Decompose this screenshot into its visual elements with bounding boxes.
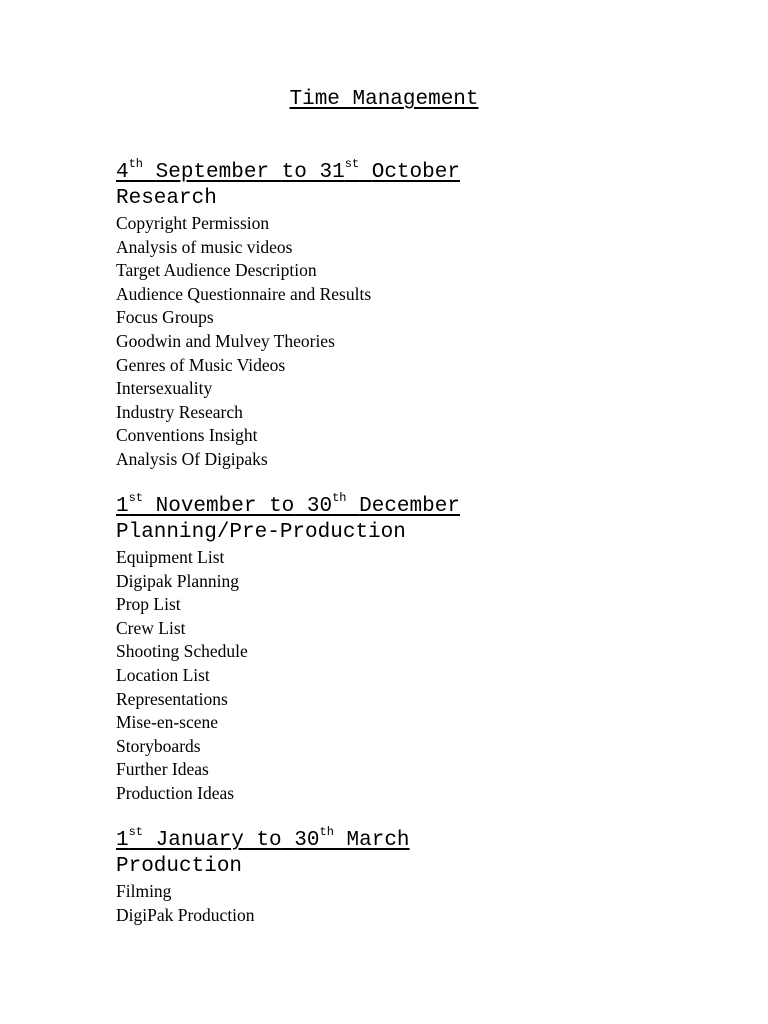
list-item: Crew List: [116, 617, 186, 638]
list-item: Audience Questionnaire and Results: [116, 283, 372, 304]
section-heading: Planning/Pre-Production: [116, 521, 406, 544]
page-title: [0, 86, 768, 114]
date-to-day: 30: [306, 495, 333, 518]
section-date-range: [116, 825, 736, 854]
list-item: Focus Groups: [116, 307, 214, 328]
date-from-day: 1: [116, 495, 129, 518]
list-item: Analysis of music videos: [116, 236, 293, 257]
list-item: Shooting Schedule: [116, 641, 248, 662]
section-date-range: [116, 491, 736, 520]
date-to-day: 31: [319, 161, 345, 184]
list-item: Storyboards: [116, 735, 201, 756]
date-from-day: 4: [116, 161, 129, 184]
date-from-suffix: st: [128, 825, 144, 839]
date-to-month: March: [346, 829, 410, 852]
date-to-suffix: th: [332, 491, 347, 505]
task-list: [116, 546, 736, 806]
section-heading: Production: [116, 855, 243, 878]
list-item: Conventions Insight: [116, 425, 258, 446]
list-item: Filming: [116, 881, 172, 901]
list-item: Representations: [116, 688, 228, 709]
list-item: Copyright Permission: [116, 213, 270, 233]
list-item: Industry Research: [116, 401, 243, 422]
list-item: Intersexuality: [116, 378, 213, 399]
date-from-day: 1: [116, 829, 129, 852]
task-list: [116, 880, 736, 927]
list-item: Further Ideas: [116, 759, 209, 780]
section-research: [116, 157, 736, 472]
section-planning: [116, 491, 736, 806]
date-joiner: to: [269, 495, 295, 518]
section-heading: Research: [116, 187, 217, 210]
list-item: DigiPak Production: [116, 904, 255, 925]
list-item: Analysis Of Digipaks: [116, 448, 268, 469]
date-to-month: December: [359, 495, 460, 518]
list-item: Production Ideas: [116, 782, 235, 803]
page-title-text: Time Management: [289, 88, 479, 111]
date-to-suffix: st: [344, 157, 360, 171]
date-from-month: November: [155, 495, 257, 518]
date-from-suffix: st: [128, 491, 144, 505]
section-production: [116, 825, 736, 927]
task-list: [116, 212, 736, 472]
list-item: Target Audience Description: [116, 260, 317, 281]
list-item: Mise-en-scene: [116, 712, 219, 733]
list-item: Prop List: [116, 594, 181, 615]
list-item: Location List: [116, 664, 210, 685]
date-from-month: September: [155, 161, 270, 184]
date-from-suffix: th: [128, 157, 144, 171]
list-item: Equipment List: [116, 547, 225, 567]
list-item: Genres of Music Videos: [116, 354, 286, 375]
date-to-day: 30: [294, 829, 320, 852]
date-to-suffix: th: [319, 825, 334, 839]
section-date-range: [116, 157, 736, 186]
date-joiner: to: [256, 829, 282, 852]
date-from-month: January: [155, 829, 244, 852]
date-to-month: October: [371, 161, 460, 184]
list-item: Digipak Planning: [116, 570, 239, 591]
list-item: Goodwin and Mulvey Theories: [116, 330, 335, 351]
date-joiner: to: [281, 161, 307, 184]
